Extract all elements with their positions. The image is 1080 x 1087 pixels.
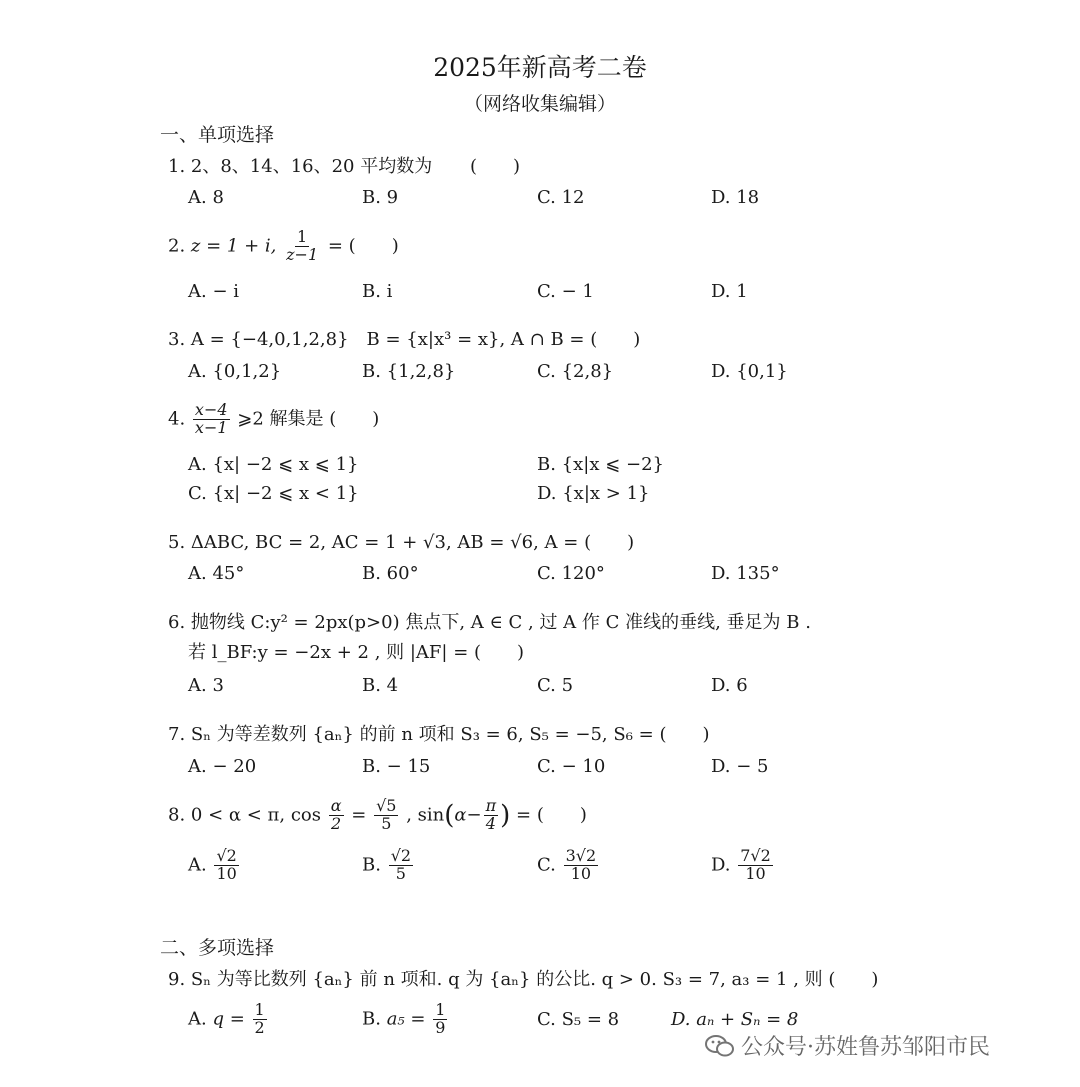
q6-option-b: B. 4 <box>362 675 399 696</box>
q3-option-b: B. {1,2,8} <box>362 361 456 382</box>
q3-option-c: C. {2,8} <box>537 361 614 382</box>
q9-option-b <box>362 1002 449 1037</box>
page-subtitle: （网络收集编辑） <box>463 93 616 115</box>
option-label: A. <box>188 1008 207 1030</box>
question-4-number: 4. <box>168 408 186 430</box>
frac-numerator: α <box>330 796 342 815</box>
frac-numerator: 1 <box>254 1000 265 1019</box>
question-6-line-2: 若 l_BF:y = −2x + 2 , 则 |AF| = ( ) <box>188 642 525 663</box>
question-4-fraction <box>193 402 230 437</box>
q8-option-d-fraction <box>738 848 773 883</box>
question-2-fraction <box>284 229 320 264</box>
q9-option-c: C. S₅ = 8 <box>537 1009 620 1030</box>
question-7: 7. Sₙ 为等差数列 {aₙ} 的前 n 项和 S₃ = 6, S₅ = −5, S₆ = ( ) <box>168 724 710 745</box>
q9-option-b-fraction <box>433 1002 447 1037</box>
q7-option-a: A. − 20 <box>188 756 257 777</box>
frac-denominator: 10 <box>570 863 592 883</box>
section-single-choice: 一、单项选择 <box>160 124 275 146</box>
question-6-line-1: 6. 抛物线 C:y² = 2px(p>0) 焦点下, A ∈ C , 过 A 作 C 准线的垂线, 垂足为 B . <box>168 612 811 633</box>
q5-option-c: C. 120° <box>537 563 605 584</box>
question-4 <box>168 402 379 437</box>
frac-denominator: 10 <box>216 863 237 883</box>
q5-option-a: A. 45° <box>188 563 245 584</box>
frac-numerator: 7√2 <box>740 846 771 865</box>
frac-denominator: 9 <box>435 1017 446 1037</box>
q1-option-d: D. 18 <box>711 187 760 208</box>
q2-option-a: A. − i <box>188 281 240 302</box>
question-8-alpha-minus: α− <box>454 804 482 826</box>
question-3: 3. A = {−4,0,1,2,8} B = {x|x³ = x}, A ∩ B = ( ) <box>168 329 641 350</box>
page-title: 2025年新高考二卷 <box>433 53 647 82</box>
q8-option-c-fraction <box>564 848 599 883</box>
q4-option-a: A. {x| −2 ⩽ x ⩽ 1} <box>188 454 359 475</box>
q4-option-d: D. {x|x > 1} <box>537 483 650 504</box>
frac-denominator: 4 <box>485 813 496 833</box>
option-label: A. <box>188 854 207 876</box>
q7-option-b: B. − 15 <box>362 756 431 777</box>
frac-numerator: √2 <box>390 846 412 865</box>
question-8-sin: , sin <box>406 804 445 826</box>
q2-option-c: C. − 1 <box>537 281 594 302</box>
q1-option-b: B. 9 <box>362 187 399 208</box>
watermark <box>705 1030 990 1061</box>
q8-option-a-fraction <box>214 848 238 883</box>
option-lhs: a₅ = <box>386 1008 426 1030</box>
option-label: B. <box>362 854 381 876</box>
option-label: C. <box>537 854 556 876</box>
question-8 <box>168 798 587 833</box>
question-5: 5. ΔABC, BC = 2, AC = 1 + √3, AB = √6, A = ( ) <box>168 532 635 553</box>
q3-option-d: D. {0,1} <box>711 361 788 382</box>
q2-option-d: D. 1 <box>711 281 748 302</box>
frac-numerator: 1 <box>435 1000 446 1019</box>
q8-option-c <box>537 848 600 883</box>
q7-option-d: D. − 5 <box>711 756 769 777</box>
watermark-text: 公众号·苏姓鲁苏邹阳市民 <box>741 1035 990 1060</box>
q9-option-d: D. aₙ + Sₙ = 8 <box>671 1009 799 1030</box>
question-8-prefix: 8. 0 < α < π, cos <box>168 804 321 826</box>
question-2-lhs: z = 1 + i, <box>190 235 277 257</box>
frac-numerator: x−4 <box>194 400 228 419</box>
q6-option-d: D. 6 <box>711 675 748 696</box>
question-8-fraction-alpha <box>329 798 344 833</box>
question-1 <box>168 152 520 178</box>
frac-denominator: 10 <box>745 863 766 883</box>
frac-denominator: x−1 <box>194 417 228 437</box>
frac-numerator: 1 <box>297 227 308 246</box>
question-2-number: 2. <box>168 235 186 257</box>
question-1-paren: ( ) <box>469 156 521 177</box>
question-8-fraction-root5 <box>374 798 398 833</box>
q1-option-a: A. 8 <box>188 187 224 208</box>
frac-denominator: 5 <box>381 813 392 833</box>
q8-option-b-fraction <box>389 848 413 883</box>
question-8-equals: = <box>351 804 367 826</box>
q6-option-a: A. 3 <box>188 675 224 696</box>
question-1-text: 1. 2、8、14、16、20 平均数为 <box>168 156 433 177</box>
q3-option-a: A. {0,1,2} <box>188 361 282 382</box>
question-9: 9. Sₙ 为等比数列 {aₙ} 前 n 项和. q 为 {aₙ} 的公比. q > 0. S₃ = 7, a₃ = 1 , 则 ( ) <box>168 969 879 990</box>
q7-option-c: C. − 10 <box>537 756 606 777</box>
question-4-rest: ⩾2 解集是 ( ) <box>237 408 380 430</box>
q2-option-b: B. i <box>362 281 393 302</box>
wechat-icon <box>705 1034 735 1058</box>
option-label: D. <box>711 854 731 876</box>
q8-option-b <box>362 848 415 883</box>
frac-denominator: 5 <box>395 863 406 883</box>
section-multiple-choice: 二、多项选择 <box>160 937 275 959</box>
frac-numerator: 3√2 <box>565 846 597 865</box>
frac-numerator: √2 <box>216 846 237 865</box>
frac-numerator: √5 <box>376 796 397 815</box>
q1-option-c: C. 12 <box>537 187 585 208</box>
option-lhs: q = <box>212 1008 245 1030</box>
q9-option-a-fraction <box>253 1002 267 1037</box>
q9-option-a <box>188 1002 269 1037</box>
option-label: B. <box>362 1008 381 1030</box>
left-paren: ( <box>444 800 455 831</box>
question-8-fraction-pi <box>484 798 499 833</box>
q5-option-d: D. 135° <box>711 563 780 584</box>
question-8-suffix: = ( ) <box>516 804 587 826</box>
q8-option-d <box>711 848 775 883</box>
frac-numerator: π <box>485 796 497 815</box>
frac-denominator: z−1 <box>286 244 319 264</box>
q5-option-b: B. 60° <box>362 563 419 584</box>
frac-denominator: 2 <box>331 813 342 833</box>
q6-option-c: C. 5 <box>537 675 574 696</box>
question-2 <box>168 229 399 264</box>
q4-option-c: C. {x| −2 ⩽ x < 1} <box>188 483 359 504</box>
right-paren: ) <box>500 800 511 831</box>
frac-denominator: 2 <box>254 1017 265 1037</box>
question-2-rhs: = ( ) <box>327 235 399 257</box>
q8-option-a <box>188 848 241 883</box>
q4-option-b: B. {x|x ⩽ −2} <box>537 454 665 475</box>
